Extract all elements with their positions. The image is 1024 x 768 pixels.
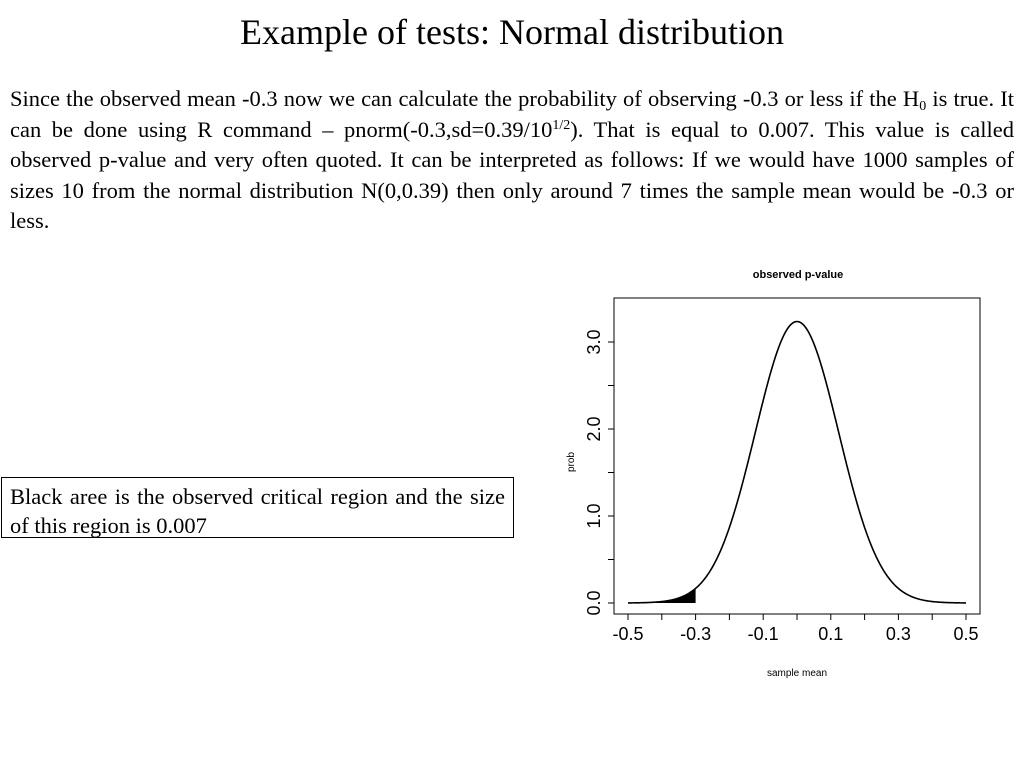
x-tick-label: 0.1	[818, 624, 844, 644]
density-chart	[550, 262, 990, 682]
plot-frame	[614, 298, 980, 614]
y-tick-label: 2.0	[584, 416, 604, 442]
h0-subscript: 0	[919, 99, 927, 114]
density-curve	[628, 322, 966, 603]
x-tick-label: -0.5	[612, 624, 644, 644]
y-axis	[584, 329, 614, 615]
x-tick-label: 0.5	[953, 624, 979, 644]
x-tick-label: -0.3	[680, 624, 712, 644]
critical-region-note: Black aree is the observed critical region and the size of this region is 0.007	[1, 477, 514, 538]
y-tick-label: 0.0	[584, 590, 604, 616]
slide-title: Example of tests: Normal distribution	[240, 12, 784, 52]
x-tick-label: -0.1	[747, 624, 779, 644]
y-tick-label: 3.0	[584, 329, 604, 355]
x-axis	[612, 614, 978, 644]
y-tick-label: 1.0	[584, 503, 604, 529]
x-tick-label: 0.3	[885, 624, 911, 644]
paragraph-part-1: Since the observed mean -0.3 now we can calculate the probability of observing -0.3 or less if the H	[10, 86, 920, 111]
y-axis-label: prob	[566, 451, 577, 473]
body-paragraph	[10, 84, 1014, 237]
chart-title: observed p-value	[752, 269, 844, 281]
exponent-superscript: 1/2	[552, 117, 571, 133]
paragraph-part-2: is true. It can be done using R command – pnorm(-0.3,sd=0.39/10	[10, 86, 1014, 142]
paragraph-part-3: ). That is equal to 0.007. This value is called observed p-value and very often quoted. It can be interpreted as follows: If we would have 1000 samples of sizes 10 from the normal distribution N(0,0.39) then only around 7 times the sample mean would be -0.3 or less.	[10, 116, 1014, 233]
x-axis-label: sample mean	[766, 668, 828, 679]
